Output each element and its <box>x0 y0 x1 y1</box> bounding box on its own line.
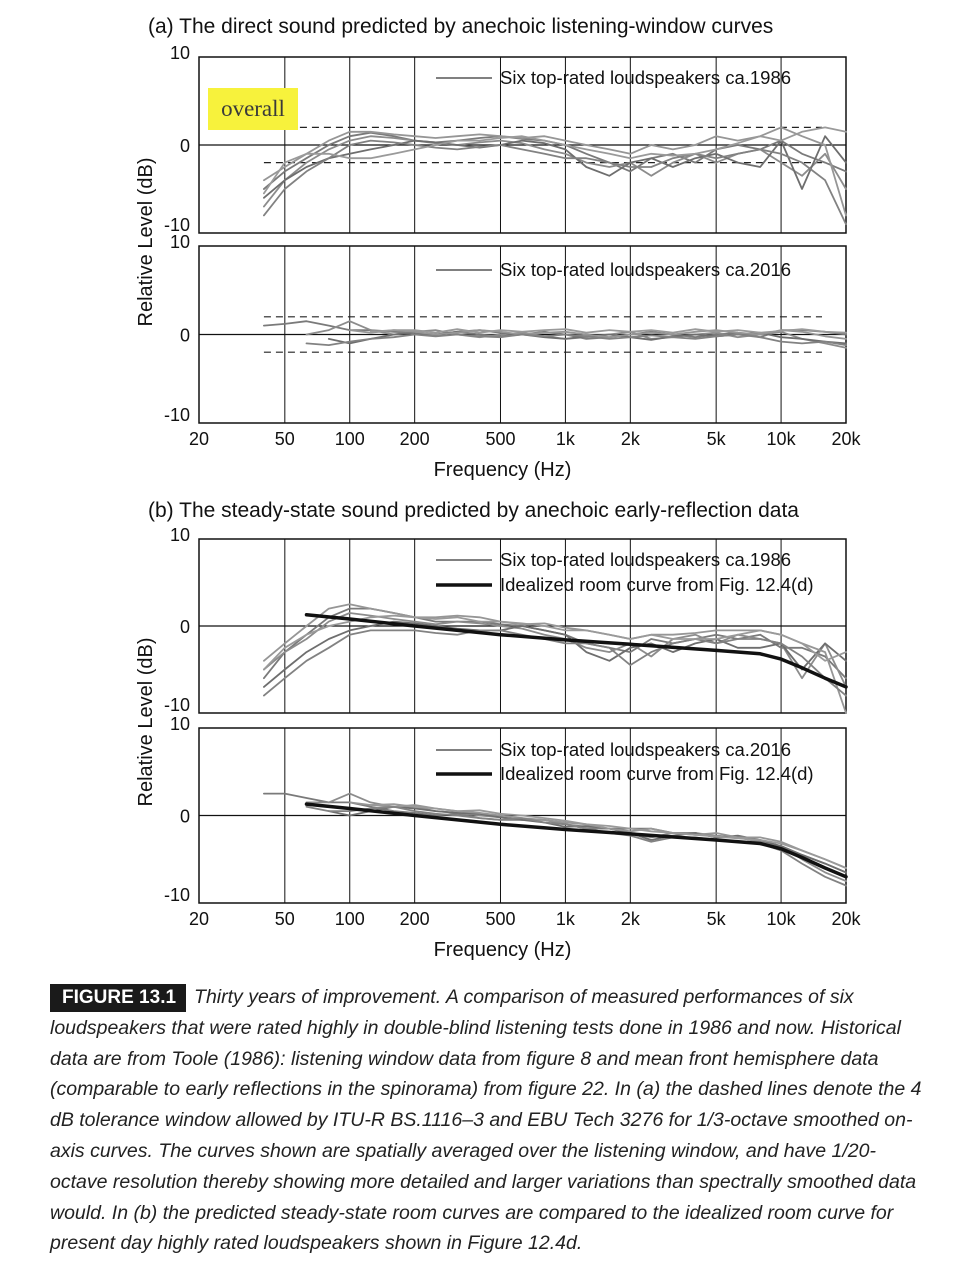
y-tick-label: -10 <box>163 695 190 715</box>
y-tick-label: 0 <box>179 136 190 156</box>
x-tick-label: 5k <box>706 909 726 929</box>
x-tick-label: 200 <box>399 909 430 929</box>
series-line <box>264 613 846 687</box>
x-axis-label: Frequency (Hz) <box>433 459 572 481</box>
legend-label: Six top-rated loudspeakers ca.1986 <box>500 67 792 88</box>
x-tick-label: 20k <box>831 429 861 449</box>
y-tick-label: 0 <box>179 325 190 346</box>
x-tick-label: 1k <box>555 429 575 449</box>
overall-highlight-note: overall <box>208 88 298 130</box>
y-tick-label: -10 <box>163 885 190 905</box>
x-tick-label: 2k <box>620 429 640 449</box>
figure-caption <box>50 982 930 1259</box>
x-tick-label: 500 <box>485 429 516 449</box>
x-tick-label: 20 <box>188 909 210 929</box>
legend-label: Six top-rated loudspeakers ca.2016 <box>500 739 792 760</box>
y-tick-label: 10 <box>169 525 190 545</box>
panel-title: (a) The direct sound predicted by anechoic listening-window curves <box>148 15 774 38</box>
x-tick-label: 100 <box>334 909 365 929</box>
y-tick-label: -10 <box>163 215 190 235</box>
legend-label: Idealized room curve from Fig. 12.4(d) <box>500 574 814 595</box>
x-tick-label: 50 <box>274 909 295 929</box>
legend-label: Six top-rated loudspeakers ca.2016 <box>500 259 792 280</box>
x-tick-label: 2k <box>620 909 640 929</box>
series-line <box>264 127 846 193</box>
y-tick-label: 0 <box>179 617 190 637</box>
x-axis-label: Frequency (Hz) <box>433 939 572 960</box>
x-tick-label: 100 <box>334 429 365 449</box>
y-tick-label: 10 <box>169 232 190 252</box>
legend-label: Six top-rated loudspeakers ca.1986 <box>500 549 792 570</box>
legend-label: Idealized room curve from Fig. 12.4(d) <box>500 763 814 784</box>
series-line <box>264 794 846 873</box>
x-tick-label: 20 <box>188 429 210 449</box>
x-tick-label: 10k <box>766 909 796 929</box>
y-tick-label: 10 <box>169 714 190 734</box>
y-tick-label: -10 <box>163 405 190 425</box>
y-tick-label: 0 <box>179 806 190 827</box>
y-axis-label: Relative Level (dB) <box>135 637 157 807</box>
y-tick-label: 10 <box>169 43 190 63</box>
x-tick-label: 20k <box>831 909 861 929</box>
series-line <box>264 616 846 670</box>
x-tick-label: 5k <box>706 429 726 449</box>
x-tick-label: 500 <box>485 909 516 929</box>
series-line <box>371 329 846 333</box>
x-tick-label: 10k <box>766 429 796 449</box>
y-axis-label: Relative Level (dB) <box>135 157 157 327</box>
figure-label: FIGURE 13.1 <box>50 984 186 1012</box>
panel-title: (b) The steady-state sound predicted by anechoic early-reflection data <box>148 499 799 522</box>
x-tick-label: 200 <box>399 429 430 449</box>
caption-text: Thirty years of improvement. A comparison of measured performances of six loudspeakers that were rated highly in double-blind listening tests done in 1986 and now. Historical data are from Toole (1986): listening window data from figure 8 and mean front hemisphere data (comparable to early reflections in the spinorama) from figure 22. In (a) the dashed lines denote the 4 dB tolerance window allowed by ITU-R BS.1116–3 and EBU Tech 3276 for 1/3-octave smoothed on-axis curves. The curves shown are spatially averaged over the listening window, and have 1/20-octave resolution thereby showing more detailed and larger variations than spectrally smoothed data would. In (b) the predicted steady-state room curves are compared to the idealized room curve for present day highly rated loudspeakers shown in Figure 12.4d. <box>50 986 922 1255</box>
x-tick-label: 50 <box>274 429 295 449</box>
x-tick-label: 1k <box>555 909 575 929</box>
